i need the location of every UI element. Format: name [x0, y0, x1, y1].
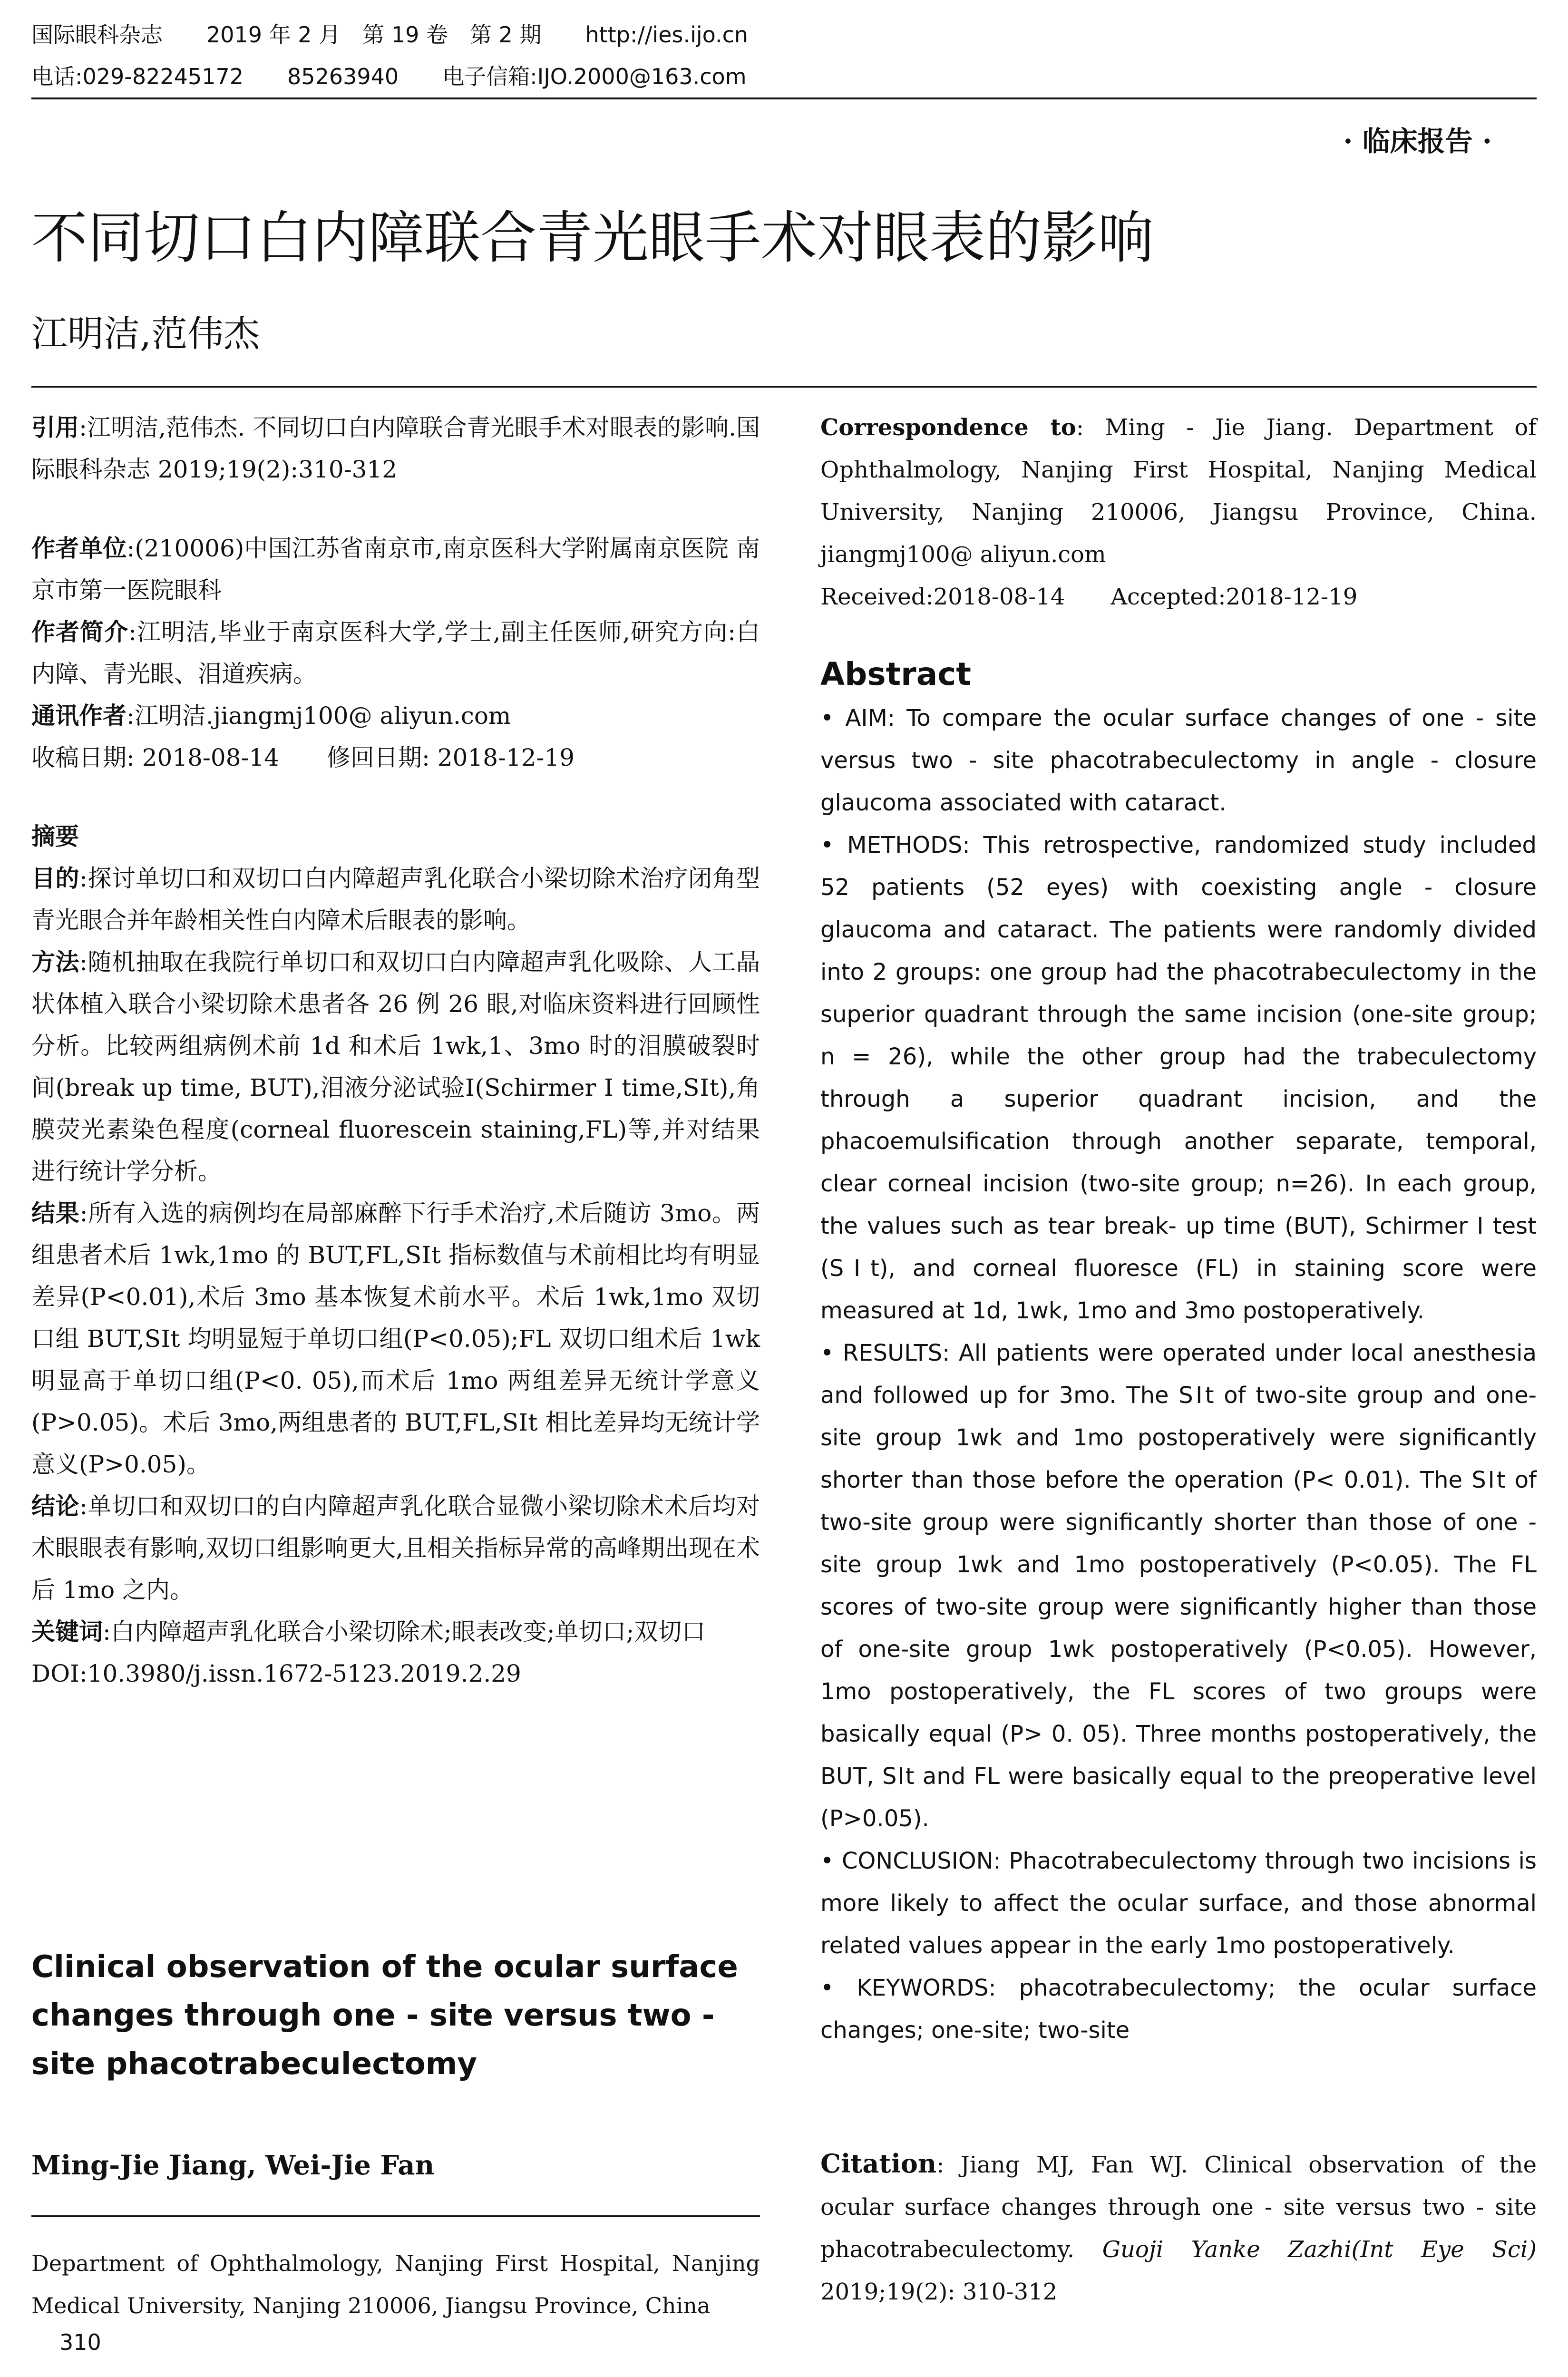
abstract-objective	[31, 857, 760, 941]
keywords-cn-text: :白内障超声乳化联合小梁切除术;眼表改变;单切口;双切口	[103, 1618, 706, 1646]
journal-issue: 2019 年 2 月 第 19 卷 第 2 期	[206, 22, 542, 48]
abstract-results	[31, 1192, 760, 1485]
authors-cn: 江明洁,范伟杰	[31, 312, 260, 355]
citation-cn-text: :江明洁,范伟杰. 不同切口白内障联合青光眼手术对眼表的影响.国际眼科杂志 2019;19(2):310-312	[31, 414, 760, 483]
author-unit	[31, 527, 760, 611]
abstract-methods-en: • METHODS: This retrospective, randomized study included 52 patients (52 eyes) with coexisting angle - closure glaucoma and cataract. The patients were randomly divided into 2 groups: one group had the phacotrabeculectomy in the superior quadrant through the same incision (one-site group; n = 26), while the other group had the trabeculectomy through a superior quadrant incision, and the phacoemulsification through another separate, temporal, clear corneal incision (two-site group; n=26). In each group, the values such as tear break- up time (BUT), Schirmer I test (SⅠt), and corneal fluoresce (FL) in staining score were measured at 1d, 1wk, 1mo and 3mo postoperatively.	[820, 832, 1537, 1324]
corresponding-author	[31, 695, 760, 737]
abstract-heading: Abstract	[820, 656, 971, 692]
abstract-results-en: • RESULTS: All patients were operated under local anesthesia and followed up for 3mo. The SⅠt of two-site group and one-site group 1wk and 1mo postoperatively were significantly shorter than those before the operation (P< 0.01). The SⅠt of two-site group were significantly shorter than those of one - site group 1wk and 1mo postoperatively (P<0.05). The FL scores of two-site group were significantly higher than those of one-site group 1wk postoperatively (P<0.05). However, 1mo postoperatively, the FL scores of two groups were basically equal (P> 0. 05). Three months postoperatively, the BUT, SⅠt and FL were basically equal to the preoperative level (P>0.05).	[820, 1340, 1537, 1832]
journal-name: 国际眼科杂志	[31, 22, 163, 48]
conclusion-text: :单切口和双切口的白内障超声乳化联合显微小梁切除术术后均对术眼眼表有影响,双切口组影响更大,且相关指标异常的高峰期出现在术后 1mo 之内。	[31, 1492, 760, 1604]
conclusion-label: 结论	[31, 1492, 80, 1520]
author-bio	[31, 611, 760, 695]
journal-url[interactable]: http://ies.ijo.cn	[585, 22, 749, 48]
received-dates-cn: 收稿日期: 2018-08-14 修回日期: 2018-12-19	[31, 744, 575, 771]
keywords-cn	[31, 1611, 760, 1653]
citation-en-label: Citation	[820, 2148, 937, 2179]
spacer	[31, 779, 760, 816]
methods-text: :随机抽取在我院行单切口和双切口白内障超声乳化吸除、人工晶状体植入联合小梁切除术患者各 26 例 26 眼,对临床资料进行回顾性分析。比较两组病例术前 1d 和术后 1wk,1、3mo 时的泪膜破裂时间(break up time, BUT),泪液分泌试验Ⅰ(Schirmer Ⅰ time,SⅠt),角膜荧光素染色程度(corneal fluorescein staining,FL)等,并对结果进行统计学分析。	[31, 948, 760, 1185]
page-title: 不同切口白内障联合青光眼手术对眼表的影响	[31, 205, 1154, 271]
abstract-conclusion-en: • CONCLUSION: Phacotrabeculectomy through two incisions is more likely to affect the ocular surface, and those abnormal related values appear in the early 1mo postoperatively.	[820, 1848, 1537, 1959]
author-bio-text: :江明洁,毕业于南京医科大学,学士,副主任医师,研究方向:白内障、青光眼、泪道疾病。	[31, 618, 760, 688]
journal-header-line1	[31, 19, 792, 50]
english-affiliation: Department of Ophthalmology, Nanjing First Hospital, Nanjing Medical University, Nanjing 210006, Jiangsu Province, China	[31, 2250, 760, 2319]
corresponding-author-label: 通讯作者	[31, 702, 127, 730]
english-authors: Ming-Jie Jiang, Wei-Jie Fan	[31, 2150, 435, 2181]
citation-en-tail: 2019;19(2): 310-312	[820, 2279, 1058, 2305]
objective-text: :探讨单切口和双切口白内障超声乳化联合小梁切除术治疗闭角型青光眼合并年龄相关性白内障术后眼表的影响。	[31, 865, 760, 934]
citation-en-journal: Guoji Yanke Zazhi(Int Eye Sci)	[1102, 2236, 1537, 2263]
doi[interactable]: DOI:10.3980/j.issn.1672-5123.2019.2.29	[31, 1660, 521, 1687]
objective-label: 目的	[31, 865, 80, 892]
correspondence-en-label: Correspondence to	[820, 414, 1076, 441]
corresponding-author-text: :江明洁.jiangmj100@ aliyun.com	[127, 702, 511, 730]
spacer	[820, 618, 1537, 652]
abstract-keywords-en: • KEYWORDS: phacotrabeculectomy; the ocular surface changes; one-site; two-site	[820, 1975, 1537, 2044]
abstract-cn-heading: 摘要	[31, 823, 79, 850]
received-accepted: Received:2018-08-14 Accepted:2018-12-19	[820, 584, 1358, 610]
correspondence-en-text: : Ming - Jie Jiang. Department of Ophthalmology, Nanjing First Hospital, Nanjing Medical University, Nanjing 210006, Jiangsu Province, China. jiangmj100@ aliyun.com	[820, 414, 1537, 568]
journal-email[interactable]: 电子信箱:IJO.2000@163.com	[442, 64, 747, 89]
spacer	[31, 490, 760, 527]
results-label: 结果	[31, 1199, 80, 1227]
author-bio-label: 作者简介	[31, 618, 129, 646]
correspondence-en	[820, 407, 1537, 576]
results-text: :所有入选的病例均在局部麻醉下行手术治疗,术后随访 3mo。两组患者术后 1wk,1mo 的 BUT,FL,SⅠt 指标数值与术前相比均有明显差异(P<0.01),术后 3mo 基本恢复术前水平。术后 1wk,1mo 双切口组 BUT,SⅠt 均明显短于单切口组(P<0.05);FL 双切口组术后 1wk 明显高于单切口组(P<0. 05),而术后 1mo 两组差异无统计学意义(P>0.05)。术后 3mo,两组患者的 BUT,FL,SⅠt 相比差异均无统计学意义(P>0.05)。	[31, 1199, 760, 1478]
right-column	[820, 407, 1537, 2052]
left-column	[31, 407, 760, 1695]
section-tag: · 临床报告 ·	[1343, 125, 1492, 157]
journal-header-line2	[31, 61, 790, 92]
title-rule	[31, 386, 1537, 388]
citation-en-text: : Jiang MJ, Fan WJ. Clinical observation of the ocular surface changes through one - site versus two - site phacotrabeculectomy.	[820, 2152, 1537, 2263]
page-number: 310	[59, 2329, 101, 2355]
journal-phone2: 85263940	[287, 64, 399, 89]
citation-en	[820, 2143, 1537, 2313]
english-title: Clinical observation of the ocular surface changes through one - site versus two - site phacotrabeculectomy	[31, 1949, 738, 2082]
journal-phone: 电话:029-82245172	[31, 64, 244, 89]
header-rule	[31, 97, 1537, 99]
methods-label: 方法	[31, 948, 80, 976]
author-unit-text: :(210006)中国江苏省南京市,南京医科大学附属南京医院 南京市第一医院眼科	[31, 535, 760, 604]
keywords-cn-label: 关键词	[31, 1618, 103, 1646]
author-unit-label: 作者单位	[31, 535, 127, 562]
affiliation-rule	[31, 2215, 760, 2217]
abstract-conclusion	[31, 1485, 760, 1611]
abstract-methods	[31, 941, 760, 1192]
citation-cn	[31, 407, 760, 490]
citation-cn-label: 引用	[31, 414, 79, 441]
abstract-aim: • AIM: To compare the ocular surface changes of one - site versus two - site phacotrabeculectomy in angle - closure glaucoma associated with cataract.	[820, 705, 1537, 816]
